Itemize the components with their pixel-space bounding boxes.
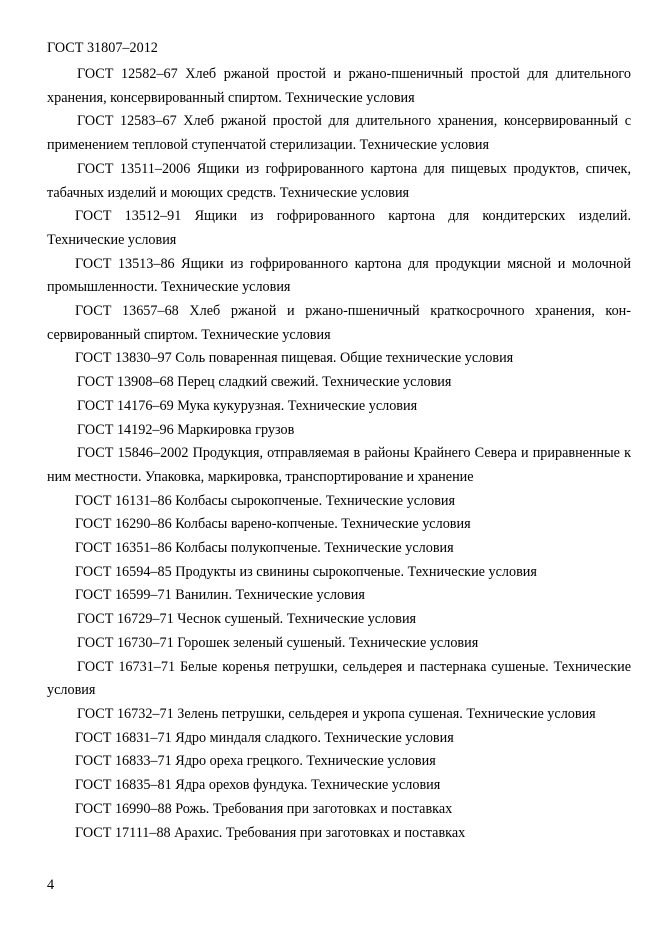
reference-item: ГОСТ 12582–67 Хлеб ржаной простой и ржано-пшеничный простой для длительного хранения, консервированный спиртом. Технические условия [47,66,631,106]
reference-item: ГОСТ 16833–71 Ядро ореха грецкого. Технические условия [75,753,436,770]
reference-item: ГОСТ 15846–2002 Продукция, отправляемая в районы Крайнего Севера и приравненные к ним местности. Упаковка, маркировка, транспортирование и хранение [47,445,631,485]
reference-item: ГОСТ 16990–88 Рожь. Требования при заготовках и поставках [75,800,453,817]
reference-item: ГОСТ 16290–86 Колбасы варено-копченые. Технические условия [75,516,471,533]
reference-item: ГОСТ 13657–68 Хлеб ржаной и ржано-пшеничный краткосрочного хранения, консервированный спиртом. Технические условия [47,303,631,343]
reference-item: ГОСТ 16594–85 Продукты из свинины сырокопченые. Технические условия [75,563,537,580]
reference-item: ГОСТ 14192–96 Маркировка грузов [77,421,295,438]
reference-item: ГОСТ 13513–86 Ящики из гофрированного картона для продукции мясной и молочной промышленности. Технические условия [47,255,631,296]
document-header: ГОСТ 31807–2012 [47,40,158,56]
reference-item: ГОСТ 16835–81 Ядра орехов фундука. Технические условия [75,777,441,794]
reference-item: ГОСТ 13512–91 Ящики из гофрированного картона для кондитерских изделий. Технические условия [47,208,631,248]
reference-item: ГОСТ 13908–68 Перец сладкий свежий. Технические условия [77,374,452,391]
reference-item: ГОСТ 13511–2006 Ящики из гофрированного картона для пищевых продуктов, спичек, табачных изделий и моющих средств. Технические условия [47,160,631,201]
reference-item: ГОСТ 13830–97 Соль поваренная пищевая. Общие технические условия [75,350,514,367]
reference-item: ГОСТ 16729–71 Чеснок сушеный. Технические условия [77,611,417,628]
reference-item: ГОСТ 16731–71 Белые коренья петрушки, сельдерея и пастернака сушеные. Технические условия [47,658,631,699]
reference-item: ГОСТ 16730–71 Горошек зеленый сушеный. Технические условия [77,634,479,651]
page-number: 4 [47,877,55,893]
reference-item: ГОСТ 16831–71 Ядро миндаля сладкого. Технические условия [75,729,454,746]
reference-item: ГОСТ 16351–86 Колбасы полукопченые. Технические условия [75,540,454,557]
normative-references-list [47,63,631,845]
reference-item: ГОСТ 12583–67 Хлеб ржаной простой для длительного хранения, консервированный с применением тепловой ступенчатой стерилизации. Технические условия [47,113,631,154]
reference-item: ГОСТ 16599–71 Ванилин. Технические условия [75,587,365,604]
reference-item: ГОСТ 17111–88 Арахис. Требования при заготовках и поставках [75,824,466,841]
reference-item: ГОСТ 16732–71 Зелень петрушки, сельдерея и укропа сушеная. Технические условия [77,705,596,722]
reference-item: ГОСТ 16131–86 Колбасы сырокопченые. Технические условия [75,492,456,509]
reference-item: ГОСТ 14176–69 Мука кукурузная. Технические условия [77,397,418,414]
